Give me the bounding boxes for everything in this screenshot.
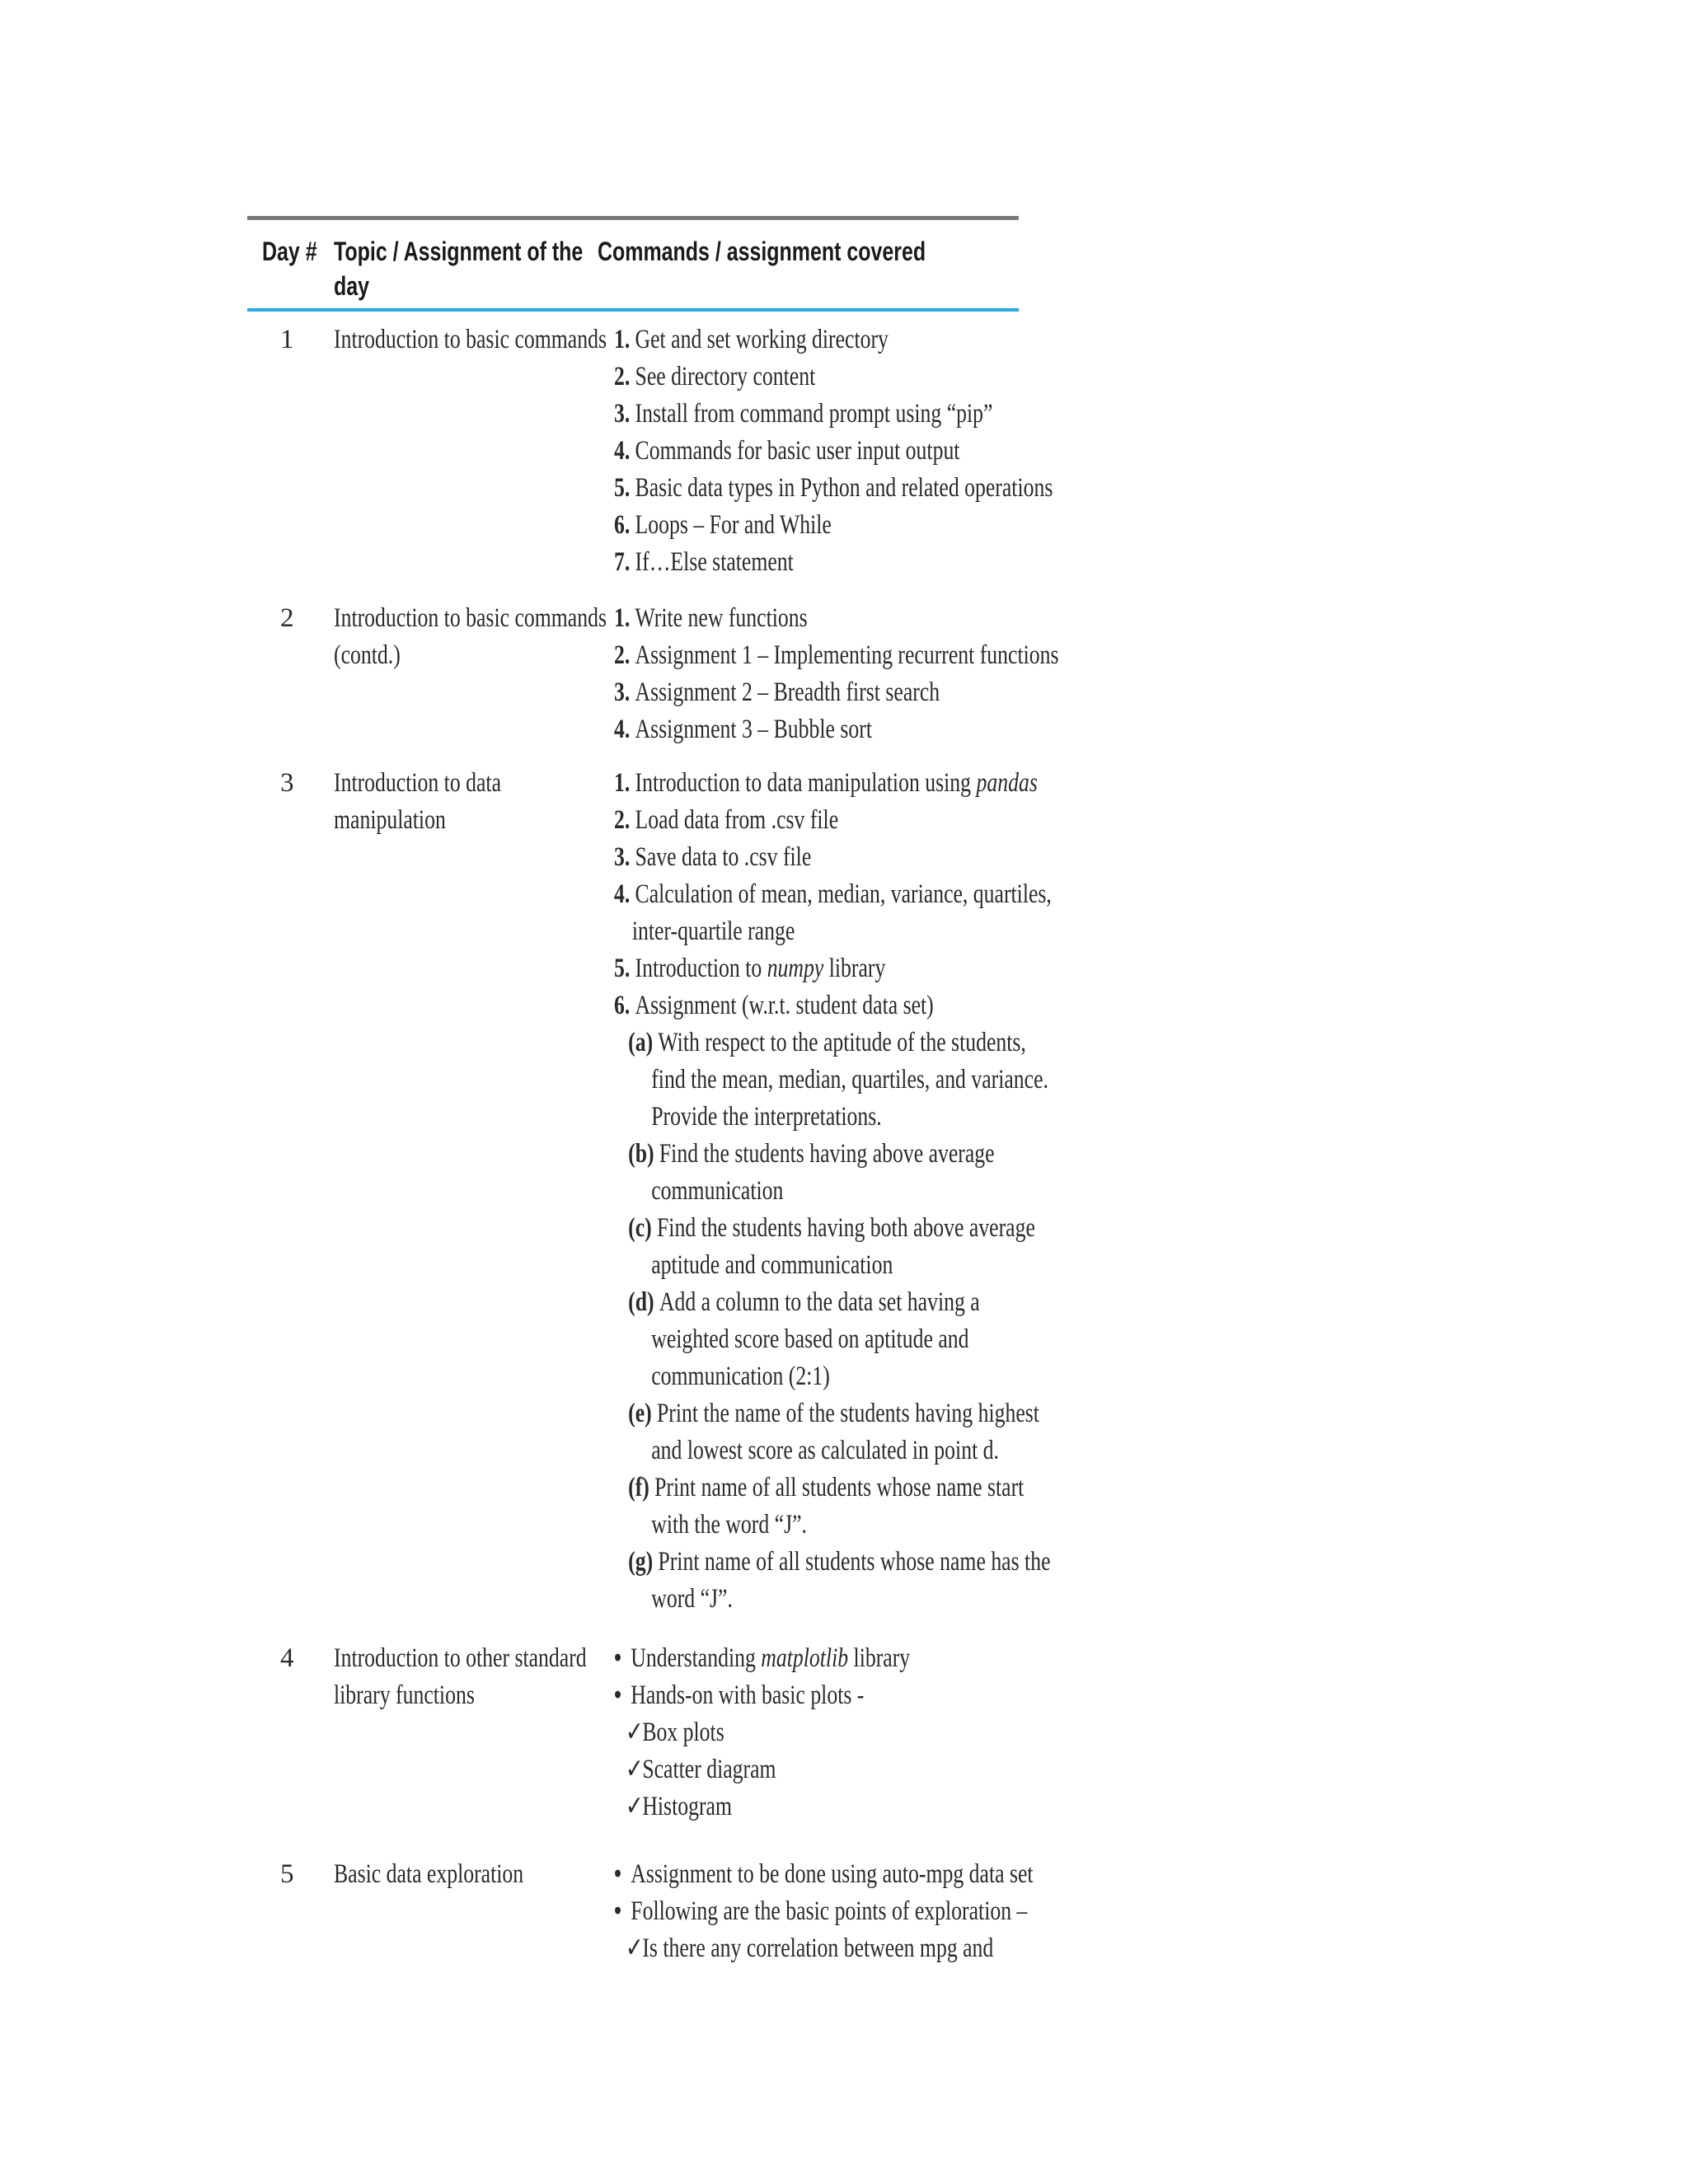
bullet-item: • Understanding matplotlib library [614, 1640, 1064, 1677]
list-item: 3. Save data to .csv file [614, 842, 812, 872]
day-number: 4 [280, 1643, 294, 1673]
topic-line: Introduction to basic commands [334, 603, 607, 633]
sub-item-continuation: and lowest score as calculated in point d. [651, 1436, 999, 1465]
bullet-item: • Hands-on with basic plots - [614, 1677, 1064, 1714]
list-item: 4. Calculation of mean, median, variance, quartiles, [614, 879, 1052, 909]
syllabus-table [247, 216, 1059, 1963]
bullet-icon: • [614, 1643, 622, 1673]
commands-cell [614, 765, 1191, 1618]
list-item: 5. Basic data types in Python and related operations [614, 473, 1053, 503]
commands-cell [614, 321, 1191, 581]
table-top-rule [247, 216, 1019, 220]
header-topic-line1: Topic / Assignment of the [334, 237, 584, 266]
list-item: 7. If…Else statement [614, 547, 794, 577]
list-item: 6. Assignment (w.r.t. student data set) [614, 991, 934, 1020]
sub-item: (c) Find the students having both above average [628, 1213, 1035, 1243]
topic-line: manipulation [334, 805, 446, 835]
list-item: 1. Write new functions [614, 603, 808, 633]
list-item: 3. Assignment 2 – Breadth first search [614, 677, 940, 707]
header-day: Day # [262, 237, 317, 266]
sub-item-continuation: communication (2:1) [651, 1361, 830, 1391]
sub-item-continuation: Provide the interpretations. [651, 1102, 882, 1132]
list-item: 5. Introduction to numpy library [614, 954, 886, 983]
sub-item: (b) Find the students having above average [628, 1139, 995, 1169]
header-topic [334, 234, 583, 303]
sub-item: (d) Add a column to the data set having a [628, 1287, 980, 1317]
check-item: ✓Is there any correlation between mpg and [614, 1930, 1064, 1967]
header-topic-line2: day [334, 271, 370, 301]
list-item: 1. Get and set working directory [614, 325, 889, 354]
checkmark-icon: ✓ [626, 1718, 644, 1747]
topic-line: library functions [334, 1680, 475, 1710]
day-number: 3 [280, 768, 294, 798]
topic-line: (contd.) [334, 640, 401, 670]
day-number: 1 [280, 325, 294, 354]
commands-cell [614, 1856, 1191, 1967]
bullet-item: • Assignment to be done using auto-mpg data set [614, 1856, 1064, 1893]
list-item-continuation: inter-quartile range [631, 916, 795, 946]
day-number: 5 [280, 1859, 294, 1889]
sub-item-continuation: aptitude and communication [651, 1250, 893, 1280]
bullet-icon: • [614, 1896, 622, 1926]
check-item: ✓Box plots [614, 1714, 1064, 1751]
day-number: 2 [280, 603, 294, 633]
list-item: 2. See directory content [614, 362, 816, 391]
list-item: 2. Load data from .csv file [614, 805, 839, 835]
sub-item-continuation: word “J”. [651, 1584, 733, 1614]
sub-item-continuation: find the mean, median, quartiles, and variance. [651, 1065, 1048, 1094]
topic-line: Introduction to basic commands [334, 325, 607, 354]
sub-item-continuation: communication [651, 1176, 784, 1206]
checkmark-icon: ✓ [626, 1933, 644, 1963]
header-rule [247, 308, 1019, 312]
list-item: 2. Assignment 1 – Implementing recurrent functions [614, 640, 1059, 670]
topic-line: Introduction to data [334, 768, 502, 798]
list-item: 3. Install from command prompt using “pip” [614, 399, 993, 429]
list-item: 4. Commands for basic user input output [614, 436, 960, 466]
sub-item: (f) Print name of all students whose name start [628, 1473, 1025, 1502]
commands-cell [614, 1640, 1191, 1825]
check-item: ✓Scatter diagram [614, 1751, 1064, 1788]
sub-item: (e) Print the name of the students having highest [628, 1399, 1039, 1428]
checkmark-icon: ✓ [626, 1755, 644, 1784]
topic-line: Introduction to other standard [334, 1643, 587, 1673]
header-commands: Commands / assignment covered [598, 237, 926, 266]
sub-item: (g) Print name of all students whose name has the [628, 1547, 1051, 1577]
list-item: 1. Introduction to data manipulation using pandas [614, 768, 1038, 798]
list-item: 4. Assignment 3 – Bubble sort [614, 715, 872, 744]
bullet-icon: • [614, 1680, 622, 1710]
bullet-icon: • [614, 1859, 622, 1889]
sub-item: (a) With respect to the aptitude of the students, [628, 1028, 1026, 1057]
checkmark-icon: ✓ [626, 1792, 644, 1821]
sub-item-continuation: with the word “J”. [651, 1510, 807, 1540]
list-item: 6. Loops – For and While [614, 510, 832, 540]
sub-item-continuation: weighted score based on aptitude and [651, 1324, 969, 1354]
topic-line: Basic data exploration [334, 1859, 524, 1889]
check-item: ✓Histogram [614, 1788, 1064, 1825]
commands-cell [614, 600, 1191, 748]
bullet-item: • Following are the basic points of exploration – [614, 1893, 1064, 1930]
